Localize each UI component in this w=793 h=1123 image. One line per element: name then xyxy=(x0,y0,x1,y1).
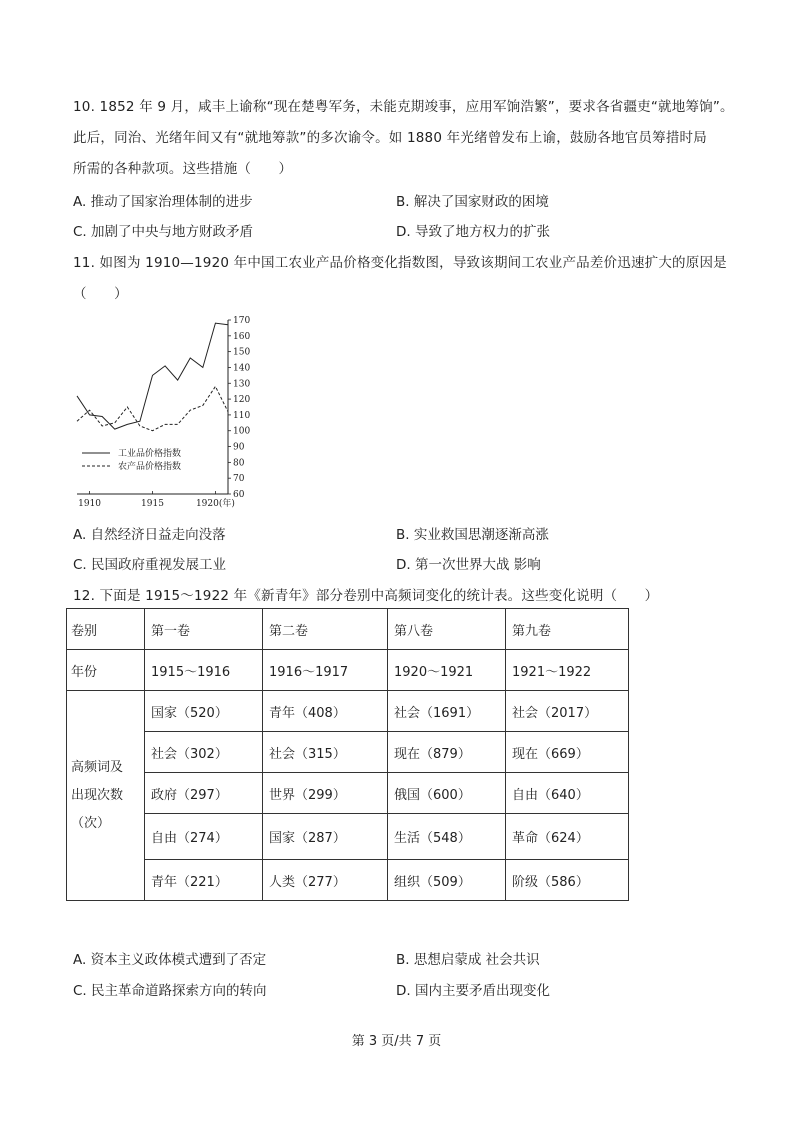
table-cell: 自由（640） xyxy=(506,773,629,814)
q11-stem-line1: 11. 如图为 1910—1920 年中国工农业产品价格变化指数图，导致该期间工农业产品差价迅速扩大的原因是 xyxy=(73,255,727,271)
table-cell: 青年（408） xyxy=(263,691,388,732)
table-cell: 1916～1917 xyxy=(263,650,388,691)
table-header-cell: 第八卷 xyxy=(388,609,506,650)
x-tick-label: 1915 xyxy=(141,499,164,509)
table-cell: 1920～1921 xyxy=(388,650,506,691)
q11-option-b[interactable]: B. 实业救国思潮逐渐高涨 xyxy=(396,527,549,543)
series-line-1 xyxy=(77,323,228,429)
price-index-chart xyxy=(60,312,280,522)
y-tick-label: 70 xyxy=(233,474,245,485)
table-header-row xyxy=(67,609,629,650)
q11-option-a[interactable]: A. 自然经济日益走向没落 xyxy=(73,527,226,543)
y-tick-label: 150 xyxy=(233,347,251,358)
page-footer: 第 3 页/共 7 页 xyxy=(351,1034,442,1049)
table-cell: 社会（2017） xyxy=(506,691,629,732)
table-row xyxy=(67,691,629,732)
table-cell: 1921～1922 xyxy=(506,650,629,691)
y-tick-label: 120 xyxy=(233,395,251,406)
q12-option-c[interactable]: C. 民主革命道路探索方向的转向 xyxy=(73,983,267,999)
table-years-label: 年份 xyxy=(67,650,145,691)
legend-label: 农产品价格指数 xyxy=(118,462,182,472)
y-tick-label: 100 xyxy=(233,426,251,437)
table-cell: 世界（299） xyxy=(263,773,388,814)
table-cell: 自由（274） xyxy=(145,814,263,860)
q10-stem-line1: 10. 1852 年 9 月，咸丰上谕称“现在楚粤军务，未能克期竣事，应用军饷浩繁”，要求各省疆吏“就地筹饷”。 xyxy=(73,99,734,115)
table-cell: 俄国（600） xyxy=(388,773,506,814)
table-cell: 社会（1691） xyxy=(388,691,506,732)
q11-stem-line2: （ ） xyxy=(73,286,128,302)
x-tick-label: 1910 xyxy=(78,499,102,509)
table-header-cell: 第一卷 xyxy=(145,609,263,650)
table-row xyxy=(67,814,629,860)
q10-option-a[interactable]: A. 推动了国家治理体制的进步 xyxy=(73,194,253,210)
q10-stem-line3: 所需的各种款项。这些措施（ ） xyxy=(73,161,293,177)
q12-option-d[interactable]: D. 国内主要矛盾出现变化 xyxy=(396,983,550,999)
table-cell: 革命（624） xyxy=(506,814,629,860)
q11-option-d[interactable]: D. 第一次世界大战 影响 xyxy=(396,557,541,573)
table-cell: 阶级（586） xyxy=(506,860,629,901)
table-cell: 现在（669） xyxy=(506,732,629,773)
q10-option-b[interactable]: B. 解决了国家财政的困境 xyxy=(396,194,549,210)
row-label-line: 出现次数 xyxy=(71,787,124,803)
q11-option-c[interactable]: C. 民国政府重视发展工业 xyxy=(73,557,227,573)
chart-axes xyxy=(77,316,250,509)
y-tick-label: 130 xyxy=(233,379,251,390)
table-header-cell: 第九卷 xyxy=(506,609,629,650)
y-tick-label: 110 xyxy=(233,410,251,421)
table-cell: 1915～1916 xyxy=(145,650,263,691)
table-cell: 生活（548） xyxy=(388,814,506,860)
table-header-cell: 卷别 xyxy=(67,609,145,650)
table-cell: 组织（509） xyxy=(388,860,506,901)
chart-legend xyxy=(82,447,181,472)
y-tick-label: 140 xyxy=(233,363,251,374)
table-cell: 政府（297） xyxy=(145,773,263,814)
x-tick-label: 1920(年) xyxy=(195,499,235,509)
q12-option-b[interactable]: B. 思想启蒙成 社会共识 xyxy=(396,952,540,968)
table-row-label xyxy=(67,691,145,901)
y-tick-label: 160 xyxy=(233,331,251,342)
chart-lines xyxy=(77,323,228,431)
q12-stem-line1: 12. 下面是 1915～1922 年《新青年》部分卷别中高频词变化的统计表。这些变化说明（ ） xyxy=(73,588,659,604)
table-cell: 社会（302） xyxy=(145,732,263,773)
table-cell: 青年（221） xyxy=(145,860,263,901)
legend-label: 工业品价格指数 xyxy=(118,449,182,459)
y-tick-label: 60 xyxy=(233,490,245,500)
y-tick-label: 170 xyxy=(233,316,251,326)
table-cell: 国家（287） xyxy=(263,814,388,860)
series-line-2 xyxy=(77,386,228,430)
q10-option-d[interactable]: D. 导致了地方权力的扩张 xyxy=(396,224,550,240)
y-tick-label: 90 xyxy=(233,442,245,453)
q10-option-c[interactable]: C. 加剧了中央与地方财政矛盾 xyxy=(73,224,254,240)
table-header-cell: 第二卷 xyxy=(263,609,388,650)
y-tick-label: 80 xyxy=(233,458,245,469)
table-cell: 国家（520） xyxy=(145,691,263,732)
table-cell: 社会（315） xyxy=(263,732,388,773)
table-cell: 人类（277） xyxy=(263,860,388,901)
row-label-line: （次） xyxy=(71,815,111,831)
table-row xyxy=(67,860,629,901)
table-row xyxy=(67,773,629,814)
q10-stem-line2: 此后，同治、光绪年间又有“就地筹款”的多次谕令。如 1880 年光绪曾发布上谕，鼓励各地官员筹措时局 xyxy=(73,130,707,146)
table-row xyxy=(67,732,629,773)
table-cell: 现在（879） xyxy=(388,732,506,773)
keyword-frequency-table xyxy=(66,608,629,901)
table-years-row xyxy=(67,650,629,691)
row-label-line: 高频词及 xyxy=(71,759,124,775)
q12-option-a[interactable]: A. 资本主义政体模式遭到了否定 xyxy=(73,952,267,968)
